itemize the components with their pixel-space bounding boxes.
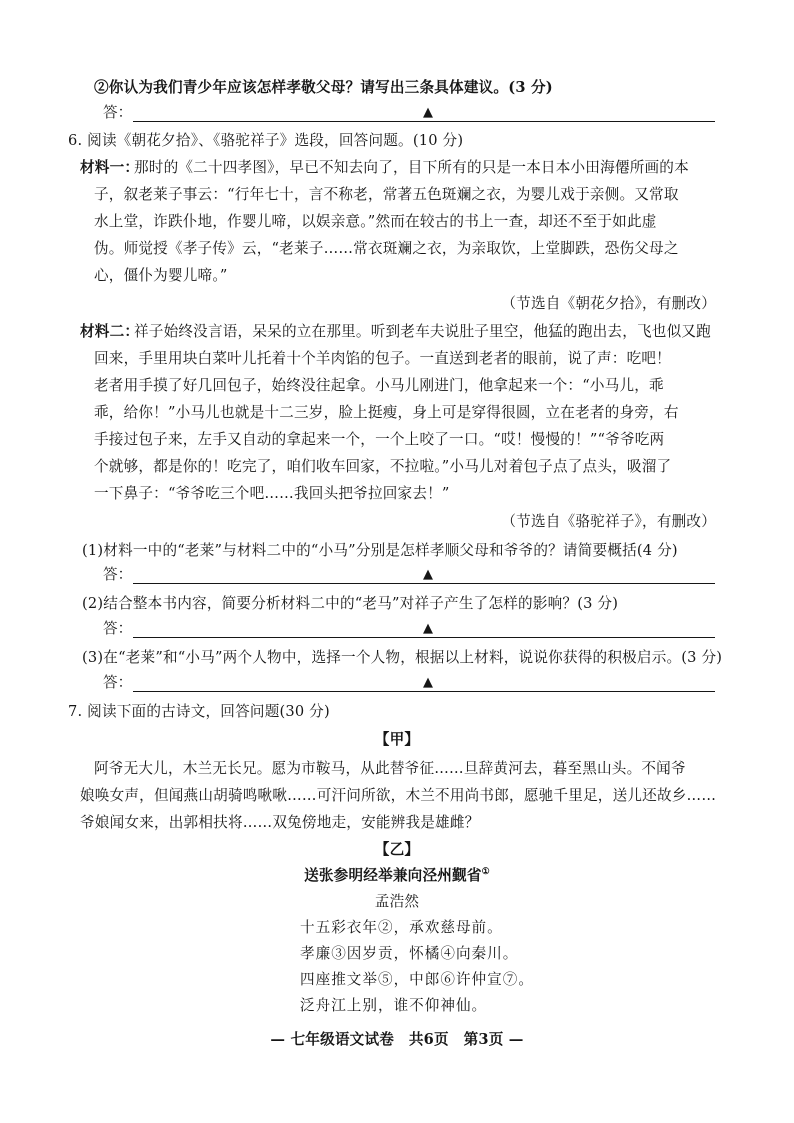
q6-m2-line: 手接过包子来，左手又自动的拿起来一个，一个上咬了一口。“哎！慢慢的！”“爷爷吃两 [94, 431, 665, 448]
q6-m1-line: 水上堂，诈跌仆地，作婴儿啼，以娱亲意。”然而在较古的书上一查，却还不至于如此虚 [94, 213, 657, 230]
answer-underline [133, 637, 715, 638]
answer-underline [133, 121, 715, 122]
page-footer: — 七年级语文试卷 共6页 第3页 — [270, 1031, 524, 1048]
answer-underline [133, 691, 715, 692]
q6-m2-label: 材料二： [80, 323, 140, 340]
q6-m1-line: 子，叙老莱子事云：“行年七十，言不称老，常著五色斑斓之衣，为婴儿戏于亲侧。又常取 [94, 186, 679, 203]
q6-sub1-answer-line[interactable] [103, 566, 715, 586]
q6-m1-source: （节选自《朝花夕拾》，有删改） [501, 295, 716, 312]
q6-m2-line: 乖，给你！”小马儿也就是十二三岁，脸上挺瘦，身上可是穿得很圆，立在老者的身旁，右 [94, 404, 679, 421]
answer-label: 答： [103, 104, 133, 121]
q6-m2-line: 老者用手摸了好几回包子，始终没往起拿。小马儿刚进门，他拿起来一个：“小马儿，乖 [94, 377, 664, 394]
answer-triangle-icon: ▲ [423, 105, 433, 120]
q6-m1-label: 材料一： [80, 159, 140, 176]
poem-title-text: 送张参明经举兼向泾州觐省 [304, 867, 482, 884]
q6-m2-source: （节选自《骆驼祥子》，有删改） [501, 513, 716, 530]
poet-name: 孟浩然 [374, 893, 420, 910]
q6-sub2-prompt: (2)结合整本书内容，简要分析材料二中的“老马”对祥子产生了怎样的影响？(3 分) [82, 595, 619, 612]
q6-heading: 6. 阅读《朝花夕拾》、《骆驼祥子》选段，回答问题。(10 分) [68, 132, 464, 149]
poem-line: 孝廉③因岁贡，怀橘④向秦川。 [300, 945, 519, 962]
q7-jia-line: 阿爷无大儿，木兰无长兄。愿为市鞍马，从此替爷征……旦辞黄河去，暮至黑山头。不闻爷 [94, 760, 686, 777]
q7-jia-label: 【甲】 [374, 731, 420, 748]
q6-m2-line: 祥子始终没言语，呆呆的立在那里。听到老车夫说肚子里空，他猛的跑出去，飞也似又跑 [134, 323, 711, 340]
q7-heading: 7. 阅读下面的古诗文，回答问题(30 分) [68, 703, 330, 720]
q6-sub1-prompt: (1)材料一中的“老莱”与材料二中的“小马”分别是怎样孝顺父母和爷爷的？请简要概括(4 分) [82, 542, 678, 559]
answer-label: 答： [103, 566, 133, 583]
q6-m1-line: 伪。师觉授《孝子传》云，“老莱子……常衣斑斓之衣，为亲取饮，上堂脚跌，恐伤父母之 [94, 240, 679, 257]
q6-m1-line: 心，僵仆为婴儿啼。” [94, 267, 228, 284]
q6-m1-line: 那时的《二十四孝图》，早已不知去向了，目下所有的只是一本日本小田海僊所画的本 [134, 159, 689, 176]
q7-jia-line: 爷娘闻女来，出郭相扶将……双兔傍地走，安能辨我是雄雌？ [80, 814, 480, 831]
poem-line: 四座推文举⑤，中郎⑥许仲宣⑦。 [300, 971, 534, 988]
q5-answer-line[interactable] [103, 104, 715, 124]
q6-sub3-prompt: (3)在“老莱”和“小马”两个人物中，选择一个人物，根据以上材料，说说你获得的积极启示。(3 分) [82, 649, 723, 666]
answer-underline [133, 583, 715, 584]
answer-triangle-icon: ▲ [423, 675, 433, 690]
answer-label: 答： [103, 674, 133, 691]
answer-label: 答： [103, 620, 133, 637]
answer-triangle-icon: ▲ [423, 621, 433, 636]
poem-title [0, 867, 794, 885]
poem-line: 泛舟江上别，谁不仰神仙。 [300, 997, 488, 1014]
q7-jia-line: 娘唤女声，但闻燕山胡骑鸣啾啾……可汗问所欲，木兰不用尚书郎，愿驰千里足，送儿还故乡…… [80, 787, 717, 804]
q6-sub3-answer-line[interactable] [103, 674, 715, 694]
q7-yi-label: 【乙】 [374, 841, 420, 858]
q6-sub2-answer-line[interactable] [103, 620, 715, 640]
poem-line: 十五彩衣年②，承欢慈母前。 [300, 919, 503, 936]
answer-triangle-icon: ▲ [423, 567, 433, 582]
q5-sub2-prompt: ②你认为我们青少年应该怎样孝敬父母？请写出三条具体建议。(3 分) [94, 79, 553, 96]
q6-m2-line: 一下鼻子：“爷爷吃三个吧……我回头把爷拉回家去！” [94, 485, 450, 502]
q6-m2-line: 个就够，都是你的！吃完了，咱们收车回家，不拉啦。”小马儿对着包子点了点头，吸溜了 [94, 458, 672, 475]
poem-title-note: ① [481, 867, 490, 878]
q6-m2-line: 回来，手里用块白菜叶儿托着十个羊肉馅的包子。一直送到老者的眼前，说了声：吃吧！ [94, 350, 671, 367]
